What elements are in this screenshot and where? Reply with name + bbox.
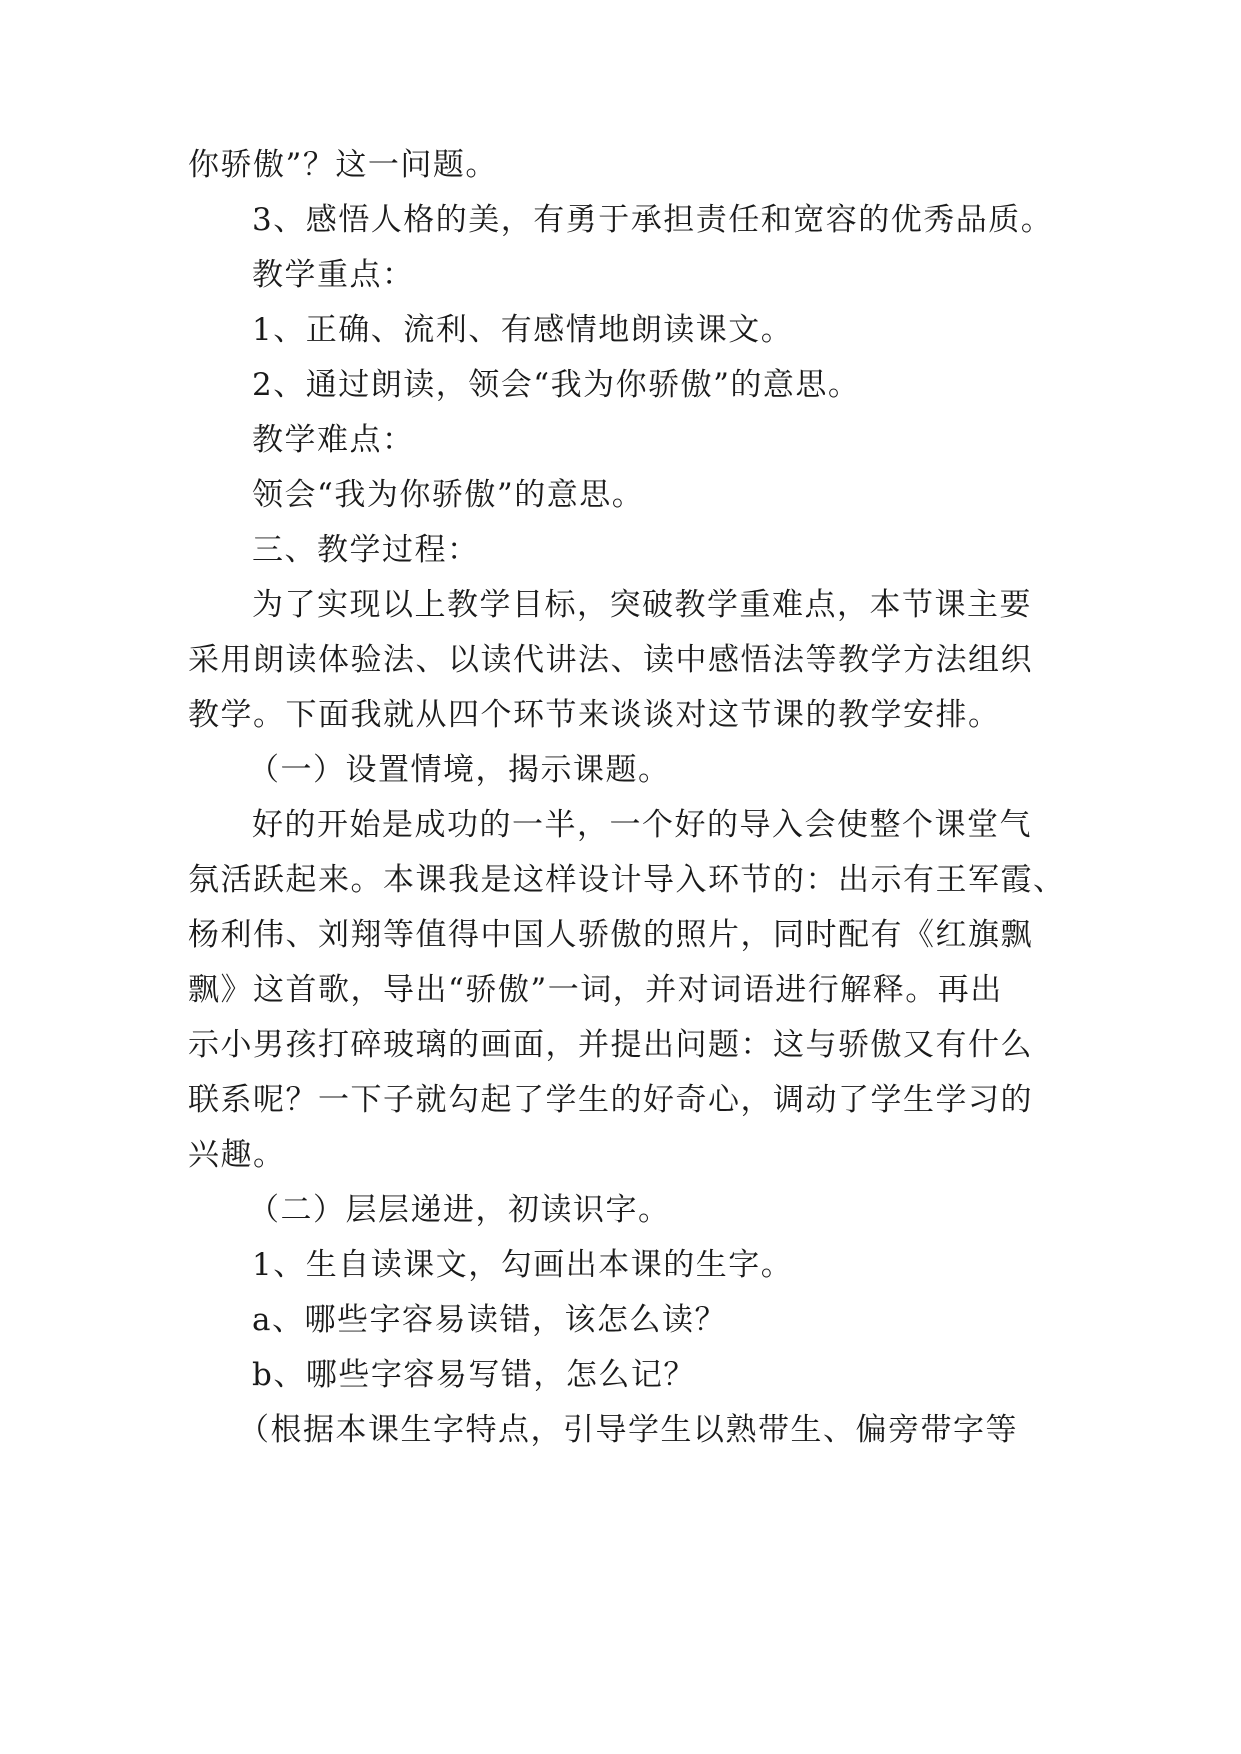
text-line: 采用朗读体验法、以读代讲法、读中感悟法等教学方法组织 [188, 642, 1033, 678]
text-line: 氛活跃起来。本课我是这样设计导入环节的：出示有王军霞、 [188, 862, 1066, 898]
section-heading: （一）设置情境，揭示课题。 [248, 752, 671, 788]
text-line: 教学。下面我就从四个环节来谈谈对这节课的教学安排。 [188, 697, 1001, 733]
text-line: 为了实现以上教学目标，突破教学重难点，本节课主要 [252, 587, 1032, 623]
text-line: 你骄傲”？这一问题。 [188, 147, 498, 183]
text-line: b、哪些字容易写错，怎么记？ [252, 1357, 696, 1393]
text-line: 1、生自读课文，勾画出本课的生字。 [252, 1247, 794, 1283]
text-line: 教学难点： [252, 422, 415, 458]
text-line: 2、通过朗读，领会“我为你骄傲”的意思。 [252, 367, 861, 403]
text-line: 教学重点： [252, 257, 415, 293]
text-line: 好的开始是成功的一半，一个好的导入会使整个课堂气 [252, 807, 1032, 843]
text-line: 飘》这首歌，导出“骄傲”一词，并对词语进行解释。再出 [188, 972, 1003, 1008]
section-heading: （二）层层递进，初读识字。 [248, 1192, 671, 1228]
text-line: （根据本课生字特点，引导学生以熟带生、偏旁带字等 [238, 1412, 1018, 1448]
text-line: 3、感悟人格的美，有勇于承担责任和宽容的优秀品质。 [252, 202, 1054, 238]
text-line: 联系呢？一下子就勾起了学生的好奇心，调动了学生学习的 [188, 1082, 1033, 1118]
text-line: 三、教学过程： [252, 532, 480, 568]
text-line: a、哪些字容易读错，该怎么读？ [252, 1302, 727, 1338]
text-line: 示小男孩打碎玻璃的画面，并提出问题：这与骄傲又有什么 [188, 1027, 1033, 1063]
text-line: 兴趣。 [188, 1137, 286, 1173]
text-line: 1、正确、流利、有感情地朗读课文。 [252, 312, 794, 348]
text-line: 杨利伟、刘翔等值得中国人骄傲的照片，同时配有《红旗飘 [188, 917, 1033, 953]
text-line: 领会“我为你骄傲”的意思。 [252, 477, 645, 513]
